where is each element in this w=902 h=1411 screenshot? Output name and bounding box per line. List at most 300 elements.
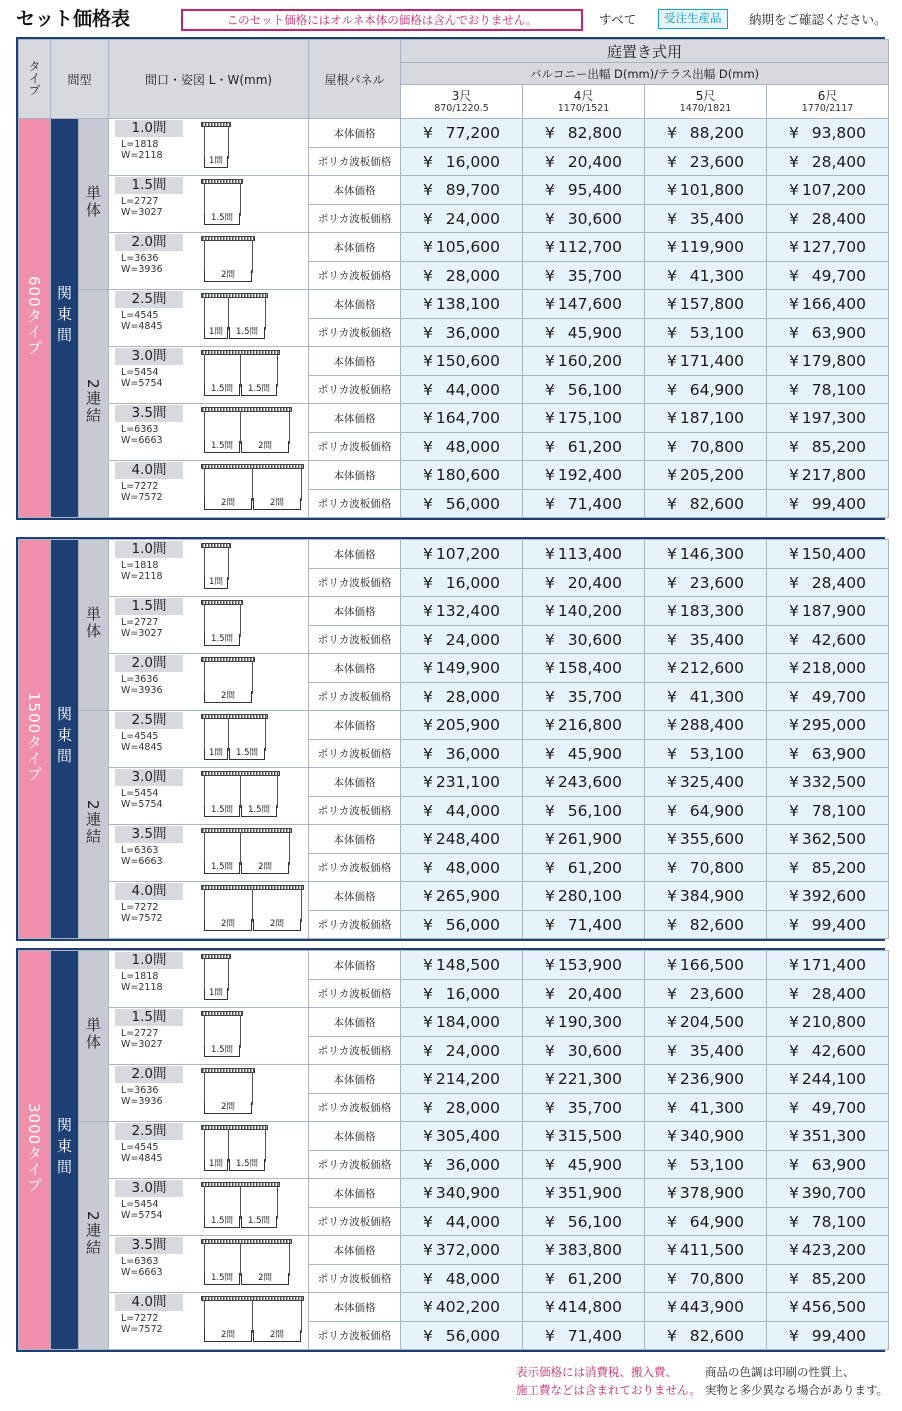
price-value: 392,600 [801, 887, 866, 905]
yen-sign: ¥ [545, 1098, 555, 1117]
carport-diagram [201, 828, 292, 876]
yen-sign: ¥ [423, 266, 433, 285]
price-value: 61,200 [567, 858, 622, 877]
price-value: 48,000 [445, 858, 500, 877]
body-price-cell [767, 1293, 889, 1322]
yen-sign: ¥ [789, 573, 799, 592]
yen-sign: ¥ [423, 124, 433, 142]
carport-diagram [201, 293, 268, 341]
span-dimensions: L=5454 W=5754 [121, 788, 163, 810]
price-value: 183,300 [679, 602, 744, 620]
poly-price-label: ポリカ波板価格 [309, 490, 401, 518]
yen-sign: ¥ [667, 466, 677, 484]
yen-sign: ¥ [667, 1127, 677, 1145]
post-graphic [240, 1187, 241, 1219]
body-price-cell [645, 1293, 767, 1322]
post-graphic [204, 605, 205, 637]
body-price-cell [767, 654, 889, 683]
poly-price-cell [523, 319, 645, 347]
price-value: 71,400 [567, 1326, 622, 1345]
yen-sign: ¥ [423, 209, 433, 228]
body-price-cell [523, 951, 645, 980]
span-unit-label: 2間 [204, 270, 252, 282]
yen-sign: ¥ [667, 1070, 677, 1088]
poly-price-cell [523, 1037, 645, 1065]
post-graphic [277, 776, 278, 808]
span-unit-label: 1.5間 [241, 1216, 277, 1228]
price-value: 362,500 [801, 830, 866, 848]
span-unit-label: 2間 [241, 441, 289, 453]
yen-sign: ¥ [545, 1013, 555, 1031]
span-unit-label: 2間 [204, 1102, 252, 1114]
price-value: 28,400 [811, 152, 867, 171]
yen-sign: ¥ [545, 887, 555, 905]
body-price-cell [401, 461, 523, 490]
post-graphic [204, 1016, 205, 1048]
body-price-cell [645, 1179, 767, 1208]
yen-sign: ¥ [789, 545, 799, 563]
span-dimensions: L=1818 W=2118 [121, 139, 163, 161]
poly-price-cell [401, 854, 523, 882]
body-price-cell [645, 1008, 767, 1037]
poly-price-cell [767, 1151, 889, 1179]
price-value: 36,000 [445, 744, 500, 763]
price-value: 378,900 [679, 1184, 744, 1202]
yen-sign: ¥ [667, 716, 677, 734]
price-value: 28,000 [445, 687, 500, 706]
post-graphic [240, 184, 241, 216]
yen-sign: ¥ [423, 181, 433, 199]
body-price-cell [767, 1122, 889, 1151]
poly-price-label: ポリカ波板価格 [309, 205, 401, 233]
price-value: 443,900 [679, 1298, 744, 1316]
price-value: 280,100 [557, 887, 622, 905]
yen-sign: ¥ [545, 630, 555, 649]
price-value: 56,000 [445, 1326, 500, 1345]
poly-price-cell [645, 433, 767, 461]
price-value: 24,000 [445, 1041, 500, 1060]
poly-price-cell [767, 911, 889, 939]
price-value: 61,200 [567, 1269, 622, 1288]
body-price-cell [401, 290, 523, 319]
poly-price-cell [523, 262, 645, 290]
poly-price-label: ポリカ波板価格 [309, 433, 401, 461]
post-graphic [252, 469, 253, 501]
poly-price-cell [767, 1208, 889, 1236]
yen-sign: ¥ [545, 238, 555, 256]
span-cell [109, 347, 309, 404]
yen-sign: ¥ [423, 630, 433, 649]
span-size: 1.5間 [115, 1009, 183, 1026]
price-value: 132,400 [435, 602, 500, 620]
poly-price-cell [767, 490, 889, 518]
carport-diagram [201, 657, 255, 705]
body-price-cell [401, 825, 523, 854]
price-value: 179,800 [801, 352, 867, 370]
body-price-cell [401, 1008, 523, 1037]
price-value: 89,700 [445, 181, 501, 199]
price-value: 28,400 [811, 573, 866, 592]
body-price-cell [767, 1008, 889, 1037]
span-unit-label: 1.5間 [204, 805, 240, 817]
price-value: 70,800 [689, 437, 745, 456]
body-price-cell [401, 951, 523, 980]
body-price-cell [645, 1122, 767, 1151]
yen-sign: ¥ [667, 744, 677, 763]
yen-sign: ¥ [789, 352, 799, 370]
poly-price-label: ポリカ波板価格 [309, 569, 401, 597]
post-graphic [265, 1130, 266, 1162]
price-value: 158,400 [557, 659, 622, 677]
price-value: 45,900 [567, 744, 622, 763]
price-value: 411,500 [679, 1241, 744, 1259]
poly-price-cell [645, 626, 767, 654]
body-price-cell [767, 882, 889, 911]
yen-sign: ¥ [423, 1298, 433, 1316]
yen-sign: ¥ [667, 1041, 677, 1060]
price-value: 78,100 [811, 801, 866, 820]
body-price-cell [523, 404, 645, 433]
span-unit-label: 1.5間 [204, 1273, 240, 1285]
type-header: タイプ [19, 40, 51, 119]
span-unit-label: 2間 [204, 919, 252, 931]
yen-sign: ¥ [545, 352, 555, 370]
yen-sign: ¥ [667, 409, 677, 427]
poly-price-cell [401, 205, 523, 233]
roof-panel-graphic [201, 1068, 255, 1073]
span-header: 間口・姿図 L・W(mm) [109, 40, 309, 119]
post-graphic [204, 1301, 205, 1333]
body-price-cell [523, 1179, 645, 1208]
roof-panel-graphic [201, 600, 243, 605]
span-size: 3.5間 [115, 405, 183, 422]
body-price-cell [523, 540, 645, 569]
yen-sign: ¥ [545, 1070, 555, 1088]
body-price-cell [401, 882, 523, 911]
poly-price-cell [523, 1094, 645, 1122]
body-price-label: 本体価格 [309, 1008, 401, 1037]
price-value: 56,100 [567, 380, 623, 399]
span-unit-label: 1間 [204, 327, 228, 339]
span-unit-label: 1間 [204, 988, 228, 1000]
price-value: 218,000 [801, 659, 866, 677]
yen-sign: ¥ [667, 124, 677, 142]
price-value: 16,000 [445, 573, 500, 592]
span-unit-label: 1.5間 [229, 748, 265, 760]
poly-price-label: ポリカ波板価格 [309, 1322, 401, 1350]
span-cell [109, 1293, 309, 1350]
price-value: 190,300 [557, 1013, 622, 1031]
body-price-label: 本体価格 [309, 461, 401, 490]
body-price-cell [401, 1236, 523, 1265]
poly-price-cell [523, 376, 645, 404]
poly-price-cell [645, 1151, 767, 1179]
body-price-label: 本体価格 [309, 1065, 401, 1094]
span-dimensions: L=5454 W=5754 [121, 1199, 163, 1221]
yen-sign: ¥ [667, 1155, 677, 1174]
price-value: 30,600 [567, 1041, 622, 1060]
poly-price-cell [767, 1265, 889, 1293]
body-price-cell [401, 540, 523, 569]
span-size: 2.5間 [115, 712, 183, 729]
kanchi-header: 間型 [51, 40, 109, 119]
span-cell [109, 176, 309, 233]
kanto-label: 関東間 [51, 119, 79, 518]
poly-price-label: ポリカ波板価格 [309, 262, 401, 290]
carport-diagram [201, 1182, 280, 1230]
yen-sign: ¥ [545, 1326, 555, 1345]
body-price-cell [401, 347, 523, 376]
price-value: 210,800 [801, 1013, 866, 1031]
yen-sign: ¥ [789, 494, 799, 513]
poly-price-cell [401, 1037, 523, 1065]
poly-price-cell [523, 1151, 645, 1179]
yen-sign: ¥ [545, 956, 555, 974]
yen-sign: ¥ [667, 209, 677, 228]
body-price-label: 本体価格 [309, 404, 401, 433]
yen-sign: ¥ [789, 295, 799, 313]
price-value: 148,500 [435, 956, 500, 974]
roof-panel-graphic [201, 714, 268, 719]
yen-sign: ¥ [789, 1155, 799, 1174]
price-value: 187,900 [801, 602, 866, 620]
price-value: 372,000 [435, 1241, 500, 1259]
body-price-cell [645, 347, 767, 376]
span-dimensions: L=6363 W=6663 [121, 424, 163, 446]
span-cell [109, 654, 309, 711]
yen-sign: ¥ [545, 494, 555, 513]
span-dimensions: L=3636 W=3936 [121, 1085, 163, 1107]
body-price-cell [523, 882, 645, 911]
span-size: 4.0間 [115, 462, 183, 479]
span-dimensions: L=7272 W=7572 [121, 1313, 163, 1335]
yen-sign: ¥ [789, 956, 799, 974]
post-graphic [240, 1244, 241, 1276]
yen-sign: ¥ [789, 1127, 799, 1145]
price-value: 180,600 [435, 466, 501, 484]
price-value: 244,100 [801, 1070, 866, 1088]
yen-sign: ¥ [545, 1041, 555, 1060]
poly-price-cell [645, 319, 767, 347]
price-value: 192,400 [557, 466, 623, 484]
price-block-1 [16, 37, 885, 520]
poly-price-label: ポリカ波板価格 [309, 148, 401, 176]
span-unit-label: 2間 [204, 498, 252, 510]
yen-sign: ¥ [789, 181, 799, 199]
carport-diagram [201, 236, 255, 284]
price-value: 160,200 [557, 352, 623, 370]
price-notice: このセット価格にはオルネ本体の価格は含んでおりません。 [181, 9, 583, 31]
span-size: 1.5間 [115, 598, 183, 615]
body-price-cell [401, 597, 523, 626]
yen-sign: ¥ [789, 687, 799, 706]
post-graphic [240, 1016, 241, 1048]
poly-price-cell [767, 626, 889, 654]
span-cell [109, 1008, 309, 1065]
span-unit-label: 1間 [204, 748, 228, 760]
page-header [16, 6, 888, 34]
price-value: 41,300 [689, 266, 745, 285]
price-value: 36,000 [445, 1155, 500, 1174]
price-value: 197,300 [801, 409, 867, 427]
body-price-cell [767, 1179, 889, 1208]
price-value: 355,600 [679, 830, 744, 848]
price-value: 56,000 [445, 915, 500, 934]
yen-sign: ¥ [667, 1269, 677, 1288]
yen-sign: ¥ [789, 801, 799, 820]
price-value: 99,400 [811, 1326, 866, 1345]
body-price-cell [523, 347, 645, 376]
roof-panel-graphic [201, 236, 255, 241]
roof-panel-graphic [201, 407, 292, 412]
carport-diagram [201, 1239, 292, 1287]
poly-price-cell [645, 205, 767, 233]
price-value: 35,400 [689, 630, 744, 649]
poly-price-cell [523, 797, 645, 825]
yen-sign: ¥ [789, 1098, 799, 1117]
yen-sign: ¥ [423, 1098, 433, 1117]
span-size: 2.0間 [115, 234, 183, 251]
post-graphic [204, 412, 205, 444]
price-value: 56,100 [567, 801, 622, 820]
roof-panel-graphic [201, 657, 255, 662]
poly-price-cell [645, 262, 767, 290]
yen-sign: ¥ [423, 830, 433, 848]
yen-sign: ¥ [789, 1212, 799, 1231]
post-graphic [204, 241, 205, 273]
body-price-cell [401, 654, 523, 683]
body-price-cell [645, 1065, 767, 1094]
body-price-cell [645, 176, 767, 205]
span-unit-label: 2間 [253, 498, 301, 510]
yen-sign: ¥ [789, 266, 799, 285]
yen-sign: ¥ [423, 744, 433, 763]
price-value: 157,800 [679, 295, 745, 313]
yen-sign: ¥ [789, 1269, 799, 1288]
span-unit-label: 2間 [253, 1330, 301, 1342]
poly-price-cell [767, 1037, 889, 1065]
price-value: 42,600 [811, 1041, 866, 1060]
yen-sign: ¥ [423, 352, 433, 370]
yen-sign: ¥ [545, 295, 555, 313]
yen-sign: ¥ [667, 1098, 677, 1117]
post-graphic [204, 1187, 205, 1219]
post-graphic [204, 662, 205, 694]
post-graphic [204, 469, 205, 501]
price-value: 71,400 [567, 915, 622, 934]
poly-price-cell [645, 683, 767, 711]
poly-price-label: ポリカ波板価格 [309, 376, 401, 404]
poly-price-cell [401, 262, 523, 290]
post-graphic [252, 662, 253, 694]
price-value: 85,200 [811, 858, 866, 877]
price-value: 288,400 [679, 716, 744, 734]
poly-price-cell [401, 433, 523, 461]
body-price-label: 本体価格 [309, 119, 401, 148]
poly-price-label: ポリカ波板価格 [309, 980, 401, 1008]
price-value: 414,800 [557, 1298, 622, 1316]
yen-sign: ¥ [789, 1013, 799, 1031]
body-price-cell [645, 711, 767, 740]
price-value: 16,000 [445, 152, 501, 171]
roof-panel-header: 屋根パネル [309, 40, 401, 119]
price-value: 64,900 [689, 380, 745, 399]
yen-sign: ¥ [667, 830, 677, 848]
yen-sign: ¥ [789, 152, 799, 171]
span-dimensions: L=2727 W=3027 [121, 617, 163, 639]
price-value: 95,400 [567, 181, 623, 199]
poly-price-cell [645, 1265, 767, 1293]
poly-price-cell [523, 490, 645, 518]
price-value: 28,400 [811, 984, 866, 1003]
span-cell [109, 711, 309, 768]
price-block-table [18, 39, 889, 518]
body-price-label: 本体価格 [309, 1122, 401, 1151]
poly-price-cell [767, 1094, 889, 1122]
yen-sign: ¥ [423, 1326, 433, 1345]
yen-sign: ¥ [667, 887, 677, 905]
poly-price-cell [523, 854, 645, 882]
body-price-cell [767, 825, 889, 854]
carport-diagram [201, 350, 280, 398]
roof-panel-graphic [201, 179, 243, 184]
price-value: 53,100 [689, 323, 745, 342]
body-price-cell [523, 768, 645, 797]
price-value: 325,400 [679, 773, 744, 791]
type-label: 1500タイプ [19, 540, 51, 939]
yen-sign: ¥ [789, 887, 799, 905]
yen-sign: ¥ [789, 602, 799, 620]
body-price-cell [767, 951, 889, 980]
carport-diagram [201, 407, 292, 455]
poly-price-cell [523, 740, 645, 768]
yen-sign: ¥ [423, 956, 433, 974]
yen-sign: ¥ [545, 573, 555, 592]
post-graphic [252, 1301, 253, 1333]
price-value: 44,000 [445, 1212, 500, 1231]
price-value: 127,700 [801, 238, 867, 256]
price-value: 23,600 [689, 573, 744, 592]
yen-sign: ¥ [423, 659, 433, 677]
yen-sign: ¥ [789, 1326, 799, 1345]
price-value: 28,000 [445, 1098, 500, 1117]
yen-sign: ¥ [545, 915, 555, 934]
poly-price-cell [401, 980, 523, 1008]
yen-sign: ¥ [789, 984, 799, 1003]
poly-price-cell [401, 626, 523, 654]
yen-sign: ¥ [545, 466, 555, 484]
yen-sign: ¥ [667, 545, 677, 563]
price-value: 36,000 [445, 323, 501, 342]
poly-price-cell [645, 980, 767, 1008]
poly-price-cell [767, 262, 889, 290]
yen-sign: ¥ [667, 238, 677, 256]
span-size: 2.0間 [115, 655, 183, 672]
price-value: 35,700 [567, 266, 623, 285]
price-value: 42,600 [811, 630, 866, 649]
poly-price-cell [645, 148, 767, 176]
body-price-cell [767, 768, 889, 797]
body-price-label: 本体価格 [309, 882, 401, 911]
price-value: 340,900 [679, 1127, 744, 1145]
yen-sign: ¥ [667, 956, 677, 974]
price-value: 147,600 [557, 295, 623, 313]
price-value: 35,700 [567, 1098, 622, 1117]
yen-sign: ¥ [667, 687, 677, 706]
span-unit-label: 2間 [253, 919, 301, 931]
depth-column-4: 6尺 1770/2117 [767, 85, 889, 119]
price-block-table [18, 950, 889, 1350]
